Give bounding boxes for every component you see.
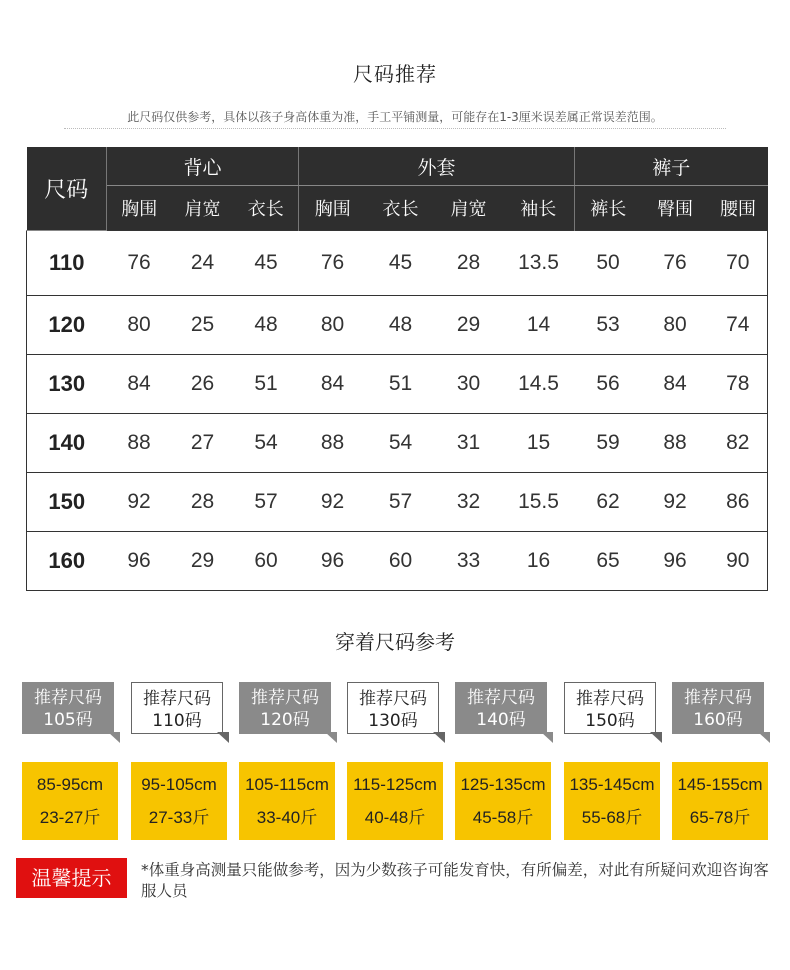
measurement-cell: 15.5 xyxy=(503,473,575,532)
measurement-cell: 29 xyxy=(435,296,503,355)
measurement-cell: 45 xyxy=(254,251,278,274)
table-row xyxy=(27,355,768,414)
measurement-cell: 92 xyxy=(107,473,172,532)
measurement-cell: 24 xyxy=(190,251,215,274)
measurement-cell: 59 xyxy=(575,414,642,473)
weight-range: 55-68斤 xyxy=(581,808,643,827)
measurement-cell: 25 xyxy=(172,296,234,355)
tag-label: 推荐尺码 xyxy=(467,688,535,708)
table-row xyxy=(27,532,768,591)
height-range: 95-105cm xyxy=(141,775,217,794)
column-header: 袖长 xyxy=(503,186,575,231)
measurement-cell: 96 xyxy=(642,532,709,591)
measurement-cell: 76 xyxy=(663,251,687,274)
measurement-cell: 84 xyxy=(299,355,367,414)
tag-size: 150码 xyxy=(585,711,635,731)
measurement-cell: 88 xyxy=(642,414,709,473)
measurement-cell: 78 xyxy=(709,355,768,414)
measurement-cell: 80 xyxy=(299,296,367,355)
weight-range: 23-27斤 xyxy=(39,808,101,827)
measurement-cell: 28 xyxy=(456,251,481,274)
measurement-cell: 26 xyxy=(172,355,234,414)
measurement-cell: 62 xyxy=(575,473,642,532)
tag-label: 推荐尺码 xyxy=(34,688,102,708)
size-cell: 130 xyxy=(27,355,107,414)
group-header-vest: 背心 xyxy=(107,147,299,186)
size-table xyxy=(26,147,768,591)
tag-label: 推荐尺码 xyxy=(576,689,644,709)
tip-text: *体重身高测量只能做参考，因为少数孩子可能发育快，有所偏差，对此有所疑问欢迎咨询客服人员 xyxy=(141,861,769,900)
column-header: 腰围 xyxy=(709,186,768,231)
group-header-pants: 裤子 xyxy=(575,147,768,186)
tag-label: 推荐尺码 xyxy=(684,688,752,708)
measurement-cell: 57 xyxy=(367,473,435,532)
measurement-cell: 74 xyxy=(709,296,768,355)
measurement-cell: 84 xyxy=(107,355,172,414)
recommended-size-tag xyxy=(347,682,439,734)
measurement-cell: 14 xyxy=(503,296,575,355)
group-header-jacket: 外套 xyxy=(299,147,575,186)
weight-range: 27-33斤 xyxy=(148,808,210,827)
measurement-cell: 88 xyxy=(107,414,172,473)
recommended-size-tag xyxy=(239,682,331,734)
measurement-cell: 54 xyxy=(234,414,299,473)
section-title-wearing-size: 穿着尺码参考 xyxy=(335,630,455,654)
measurement-cell: 70 xyxy=(726,251,750,274)
column-header: 肩宽 xyxy=(172,186,234,231)
table-body xyxy=(27,231,768,591)
weight-range: 65-78斤 xyxy=(689,808,751,827)
measurement-cell: 80 xyxy=(642,296,709,355)
measurement-cell: 96 xyxy=(299,532,367,591)
height-range: 135-145cm xyxy=(569,775,655,794)
measurement-cell: 31 xyxy=(435,414,503,473)
weight-range: 33-40斤 xyxy=(256,808,318,827)
measurement-cell: 48 xyxy=(367,296,435,355)
recommended-size-tag xyxy=(131,682,223,734)
measurement-cell: 28 xyxy=(172,473,234,532)
tip-badge: 温馨提示 xyxy=(16,858,127,898)
tag-pointer xyxy=(217,732,229,743)
tag-size: 120码 xyxy=(260,710,310,730)
height-range: 115-125cm xyxy=(353,775,437,794)
column-header: 裤长 xyxy=(575,186,642,231)
column-header-row xyxy=(27,186,768,231)
measurement-cell: 57 xyxy=(234,473,299,532)
measurement-cell: 88 xyxy=(299,414,367,473)
size-range-box xyxy=(564,762,660,840)
size-range-box xyxy=(239,762,335,840)
size-range-box xyxy=(455,762,551,840)
measurement-cell: 48 xyxy=(234,296,299,355)
tag-size: 160码 xyxy=(693,710,743,730)
size-cell: 160 xyxy=(27,532,107,591)
title-area xyxy=(0,58,790,87)
size-range-box xyxy=(672,762,768,840)
size-cell: 150 xyxy=(27,473,107,532)
measurement-cell: 53 xyxy=(575,296,642,355)
column-header: 肩宽 xyxy=(435,186,503,231)
measurement-cell: 96 xyxy=(107,532,172,591)
column-header: 臀围 xyxy=(642,186,709,231)
page-title xyxy=(353,58,437,87)
measurement-cell: 80 xyxy=(107,296,172,355)
measurement-cell: 92 xyxy=(642,473,709,532)
measurement-cell: 13.5 xyxy=(518,251,559,274)
measurement-cell: 60 xyxy=(367,532,435,591)
recommended-size-tag xyxy=(455,682,547,734)
size-cell: 120 xyxy=(27,296,107,355)
column-header: 胸围 xyxy=(107,186,172,231)
tag-label: 推荐尺码 xyxy=(251,688,319,708)
measurement-cell: 51 xyxy=(234,355,299,414)
page-subtitle: 此尺码仅供参考，具体以孩子身高体重为准，手工平铺测量，可能存在1-3厘米误差属正常误差范围。 xyxy=(127,110,663,124)
tag-label: 推荐尺码 xyxy=(359,689,427,709)
size-range-box xyxy=(347,762,443,840)
size-range-box xyxy=(22,762,118,840)
tag-size: 110码 xyxy=(152,711,202,731)
height-range: 125-135cm xyxy=(460,775,546,794)
tag-size: 105码 xyxy=(43,710,93,730)
table-row xyxy=(27,231,768,296)
measurement-cell: 30 xyxy=(435,355,503,414)
measurement-cell: 54 xyxy=(367,414,435,473)
tag-pointer xyxy=(650,732,662,743)
recommended-size-tag xyxy=(672,682,764,734)
measurement-cell: 51 xyxy=(367,355,435,414)
height-range: 145-155cm xyxy=(677,775,763,794)
size-range-box xyxy=(131,762,227,840)
size-cell: 140 xyxy=(27,414,107,473)
measurement-cell: 50 xyxy=(596,251,620,274)
column-header: 衣长 xyxy=(234,186,299,231)
recommended-size-tag xyxy=(564,682,656,734)
tag-pointer xyxy=(541,732,553,743)
measurement-cell: 29 xyxy=(172,532,234,591)
table-row xyxy=(27,473,768,532)
height-range: 85-95cm xyxy=(36,775,104,794)
measurement-cell: 33 xyxy=(435,532,503,591)
weight-range: 40-48斤 xyxy=(364,808,426,827)
page-title-text: 尺码推荐 xyxy=(353,62,437,86)
tag-size: 130码 xyxy=(368,711,418,731)
tag-size: 140码 xyxy=(476,710,526,730)
measurement-cell: 60 xyxy=(234,532,299,591)
measurement-cell: 14.5 xyxy=(503,355,575,414)
tag-pointer xyxy=(325,732,337,743)
size-cell: 110 xyxy=(49,250,85,275)
table-row xyxy=(27,296,768,355)
tag-pointer xyxy=(108,732,120,743)
measurement-cell: 76 xyxy=(127,251,151,274)
measurement-cell: 90 xyxy=(709,532,768,591)
measurement-cell: 15 xyxy=(503,414,575,473)
tag-label: 推荐尺码 xyxy=(143,689,211,709)
tag-pointer xyxy=(433,732,445,743)
measurement-cell: 16 xyxy=(503,532,575,591)
height-range: 105-115cm xyxy=(245,775,329,794)
weight-range: 45-58斤 xyxy=(472,808,534,827)
table-row xyxy=(27,414,768,473)
measurement-cell: 82 xyxy=(709,414,768,473)
measurement-cell: 86 xyxy=(709,473,768,532)
tag-pointer xyxy=(758,732,770,743)
measurement-cell: 32 xyxy=(435,473,503,532)
dotted-divider xyxy=(64,128,726,129)
column-header: 衣长 xyxy=(367,186,435,231)
recommended-size-tag xyxy=(22,682,114,734)
size-header: 尺码 xyxy=(27,147,107,231)
measurement-cell: 56 xyxy=(575,355,642,414)
column-header: 胸围 xyxy=(299,186,367,231)
measurement-cell: 92 xyxy=(299,473,367,532)
measurement-cell: 65 xyxy=(575,532,642,591)
measurement-cell: 45 xyxy=(388,251,413,274)
measurement-cell: 27 xyxy=(172,414,234,473)
measurement-cell: 84 xyxy=(642,355,709,414)
measurement-cell: 76 xyxy=(320,251,345,274)
